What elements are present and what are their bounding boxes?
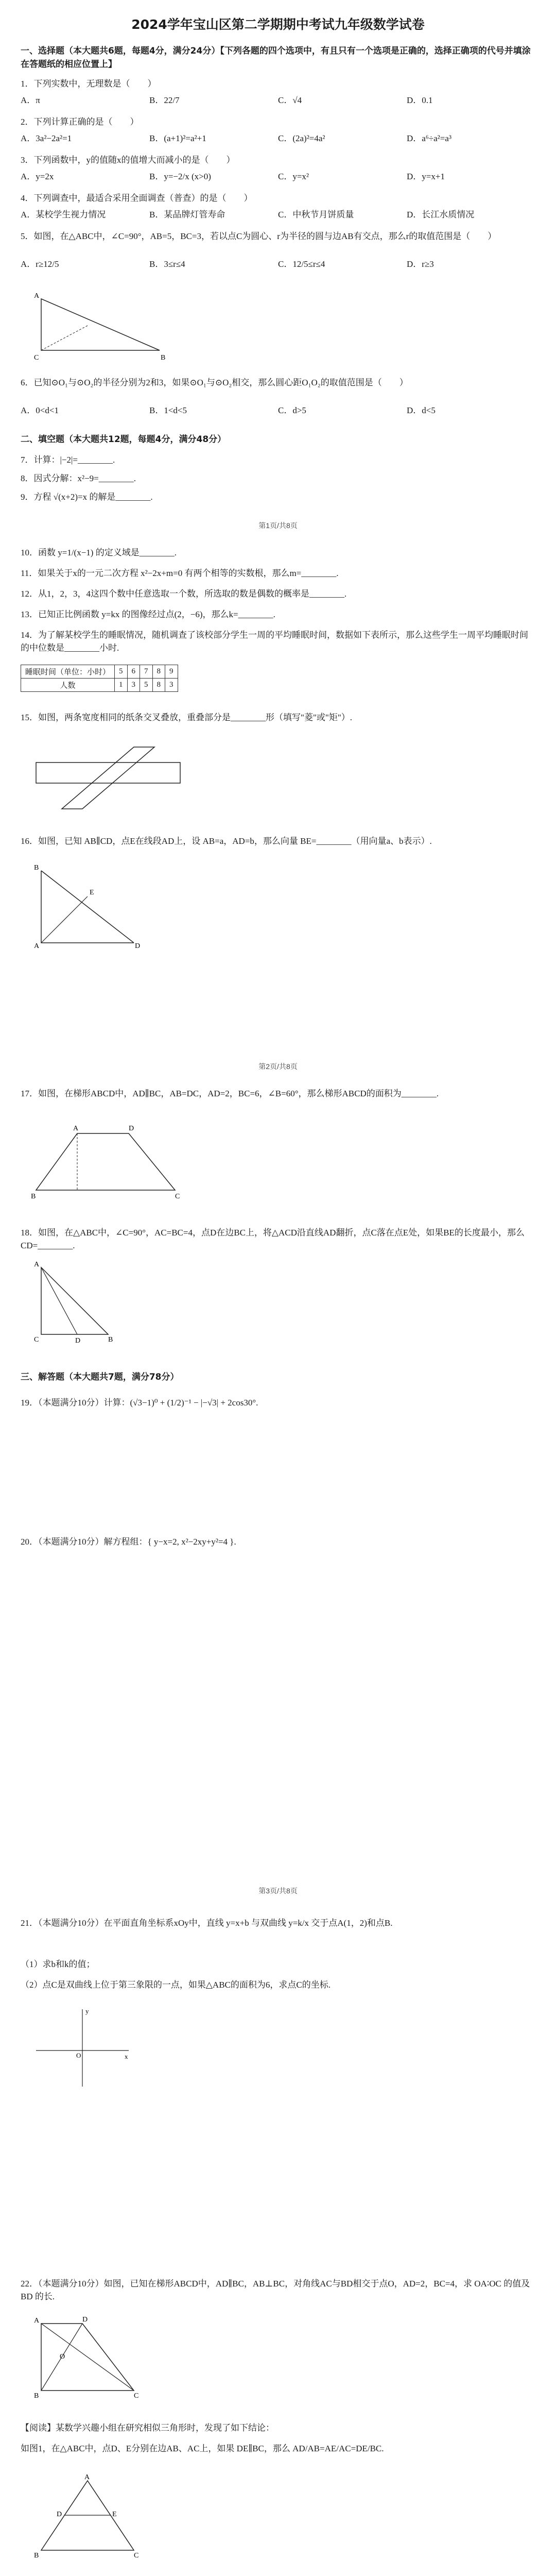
- q5-option-c: C．12/5≤r≤4: [278, 259, 325, 269]
- q12: 12．从1，2，3，4这四个数中任意选取一个数，所选取的数是偶数的概率是________.: [21, 589, 347, 599]
- svg-text:O: O: [76, 2052, 81, 2059]
- table-cell: 6: [127, 665, 140, 679]
- q1-option-a: A．π: [21, 95, 40, 105]
- q2-options: [21, 132, 535, 145]
- svg-text:A: A: [34, 942, 40, 950]
- q3-option-d: D．y=x+1: [407, 172, 445, 181]
- section-3-heading: 三、解答题（本大题共7题，满分78分）: [21, 1372, 179, 1382]
- table-cell: 人数: [21, 679, 115, 692]
- q2-stem: 2．下列计算正确的是（ ）: [21, 117, 139, 127]
- q4-options: [21, 208, 535, 221]
- q7: 7．计算：|−2|=________.: [21, 455, 115, 465]
- svg-text:C: C: [34, 1336, 39, 1344]
- svg-text:D: D: [75, 1337, 81, 1345]
- q13: 13．已知正比例函数 y=kx 的图像经过点(2，−6)，那么k=________.: [21, 609, 275, 619]
- svg-text:E: E: [112, 2511, 117, 2518]
- q1-option-b: B．22/7: [149, 95, 180, 105]
- q21: 21．（本题满分10分）在平面直角坐标系xOy中，直线 y=x+b 与双曲线 y=k/x 交于点A(1，2)和点B.: [21, 1918, 393, 1928]
- q6-option-b: B．1<d<5: [149, 405, 187, 415]
- q1-options: [21, 94, 535, 107]
- q6-stem: 6．已知⊙O₁与⊙O₂的半径分别为2和3，如果⊙O₁与⊙O₂相交，那么圆心距O₁O₂的取值范围是（ ）: [21, 378, 408, 387]
- q5-option-a: A．r≥12/5: [21, 259, 59, 269]
- q5-stem: 5．如图，在△ABC中，∠C=90°，AB=5，BC=3，若以点C为圆心、r为半径的圆与边AB有交点，那么r的取值范围是（ ）: [21, 231, 497, 241]
- section-2-heading: 二、填空题（本大题共12题，每题4分，满分48分）: [21, 434, 227, 445]
- svg-text:O: O: [60, 2353, 65, 2361]
- q3-option-b: B．y=−2/x (x>0): [149, 172, 211, 181]
- q6-options: [21, 404, 535, 417]
- q3-stem: 3．下列函数中，y的值随x的值增大而减小的是（ ）: [21, 155, 235, 165]
- q2-option-c: C．(2a)²=4a²: [278, 133, 325, 143]
- q18-figure: [31, 1257, 134, 1345]
- q9: 9．方程 √(x+2)=x 的解是________.: [21, 492, 153, 502]
- q2-option-a: A．3a²−2a²=1: [21, 133, 72, 143]
- svg-text:A: A: [73, 1125, 79, 1132]
- svg-text:E: E: [90, 889, 94, 896]
- q19: 19．（本题满分10分）计算：(√3−1)⁰ + (1/2)⁻¹ − |−√3| + 2cos30°.: [21, 1398, 258, 1408]
- q6-option-a: A．0<d<1: [21, 405, 59, 415]
- q2-option-b: B．(a+1)²=a²+1: [149, 133, 206, 143]
- q4-stem: 4．下列调查中，最适合采用全面调查（普查）的是（ ）: [21, 193, 253, 203]
- page-footer-2: 第2页/共8页: [258, 1062, 298, 1071]
- q5-options: [21, 258, 535, 270]
- reading-figure-1: [31, 2473, 144, 2561]
- q21-coordinate-plane: [31, 2004, 134, 2092]
- q18: 18．如图，在△ABC中，∠C=90°，AC=BC=4，点D在边BC上，将△ACD沿直线AD翻折，点C落在点E处，如果BE的长度最小，那么CD=________.: [21, 1228, 525, 1250]
- q2-option-d: D．a⁶÷a²=a³: [407, 133, 451, 143]
- table-cell: 3: [165, 679, 178, 692]
- svg-text:A: A: [34, 292, 40, 300]
- svg-text:D: D: [129, 1125, 134, 1132]
- q8: 8．因式分解：x²−9=________.: [21, 473, 136, 483]
- svg-text:C: C: [134, 2392, 139, 2400]
- q17-figure-trapezoid: [31, 1123, 185, 1200]
- svg-text:B: B: [108, 1336, 113, 1344]
- q4-option-d: D．长江水质情况: [407, 210, 475, 219]
- q3-option-c: C．y=x²: [278, 172, 309, 181]
- table-cell: 8: [152, 665, 165, 679]
- q4-option-a: A．某校学生视力情况: [21, 210, 106, 219]
- svg-text:C: C: [134, 2552, 139, 2560]
- q3-options: [21, 170, 535, 183]
- table-cell: 5: [115, 665, 128, 679]
- sleep-time-table: [21, 665, 178, 692]
- q3-option-a: A．y=2x: [21, 172, 54, 181]
- svg-text:B: B: [34, 864, 39, 872]
- table-cell: 5: [140, 679, 153, 692]
- q10: 10．函数 y=1/(x−1) 的定义域是________.: [21, 548, 177, 557]
- q14: 14．为了解某校学生的睡眠情况，随机调查了该校部分学生一周的平均睡眠时间，数据如下表所示，那么这些学生一周平均睡眠时间的中位数是________小时.: [21, 630, 528, 653]
- q4-option-b: B．某品牌灯管寿命: [149, 210, 225, 219]
- reading-intro: 【阅读】某数学兴趣小组在研究相似三角形时，发现了如下结论：: [21, 2423, 274, 2433]
- q22-figure-trapezoid: [31, 2313, 144, 2401]
- q22: 22．（本题满分10分）如图，已知在梯形ABCD中，AD∥BC，AB⊥BC，对角线AC与BD相交于点O，AD=2，BC=4，求 OA∶OC 的值及 BD 的长.: [21, 2279, 530, 2301]
- q5-option-d: D．r≥3: [407, 259, 434, 269]
- section-1-heading: 一、选择题（本大题共6题，每题4分，满分24分）【下列各题的四个选项中，有且只有一个选项是正确的，选择正确项的代号并填涂在答题纸的相应位置上】: [21, 46, 531, 70]
- q1-option-d: D．0.1: [407, 95, 433, 105]
- svg-text:A: A: [34, 2317, 40, 2325]
- q1-option-c: C．√4: [278, 95, 302, 105]
- table-row: [21, 679, 178, 692]
- svg-text:B: B: [34, 2392, 39, 2400]
- table-cell: 1: [115, 679, 128, 692]
- svg-text:B: B: [161, 354, 166, 362]
- q1-stem: 1．下列实数中，无理数是（ ）: [21, 79, 157, 89]
- svg-text:y: y: [85, 2007, 89, 2015]
- exam-title: 2024学年宝山区第二学期期中考试九年级数学试卷: [131, 17, 425, 32]
- q4-option-c: C．中秋节月饼质量: [278, 210, 354, 219]
- q5-option-b: B．3≤r≤4: [149, 259, 185, 269]
- table-cell: 7: [140, 665, 153, 679]
- table-header-row: [21, 665, 178, 679]
- q15: 15．如图，两条宽度相同的纸条交叉叠放，重叠部分是________形（填写"菱"或"矩"）.: [21, 713, 353, 722]
- q16: 16．如图，已知 AB∥CD，点E在线段AD上，设 AB=a，AD=b，那么向量 BE=________（用向量a、b表示）.: [21, 836, 432, 846]
- q16-figure: [31, 860, 144, 953]
- svg-text:D: D: [57, 2511, 62, 2518]
- q17: 17．如图，在梯形ABCD中，AD∥BC，AB=DC，AD=2，BC=6，∠B=60°，那么梯形ABCD的面积为________.: [21, 1089, 439, 1098]
- page-footer-1: 第1页/共8页: [258, 521, 298, 530]
- q6-option-d: D．d<5: [407, 405, 436, 415]
- reading-conclusion: 如图1，在△ABC中，点D、E分别在边AB、AC上，如果 DE∥BC，那么 AD/AB=AE/AC=DE/BC.: [21, 2444, 384, 2453]
- svg-text:C: C: [34, 354, 39, 362]
- q21-part1: （1）求b和k的值；: [21, 1959, 95, 1969]
- svg-text:A: A: [84, 2473, 90, 2481]
- svg-text:C: C: [175, 1193, 180, 1200]
- svg-text:B: B: [34, 2552, 39, 2560]
- svg-text:A: A: [34, 1261, 40, 1268]
- q5-figure-triangle: [31, 289, 175, 366]
- table-cell: 8: [152, 679, 165, 692]
- q6-option-c: C．d>5: [278, 405, 306, 415]
- svg-text:B: B: [31, 1193, 36, 1200]
- q21-part2: （2）点C是双曲线上位于第三象限的一点，如果△ABC的面积为6，求点C的坐标.: [21, 1980, 331, 1990]
- svg-text:D: D: [135, 942, 141, 950]
- table-cell: 3: [127, 679, 140, 692]
- table-cell: 睡眠时间（单位：小时）: [21, 665, 115, 679]
- page-footer-3: 第3页/共8页: [258, 1887, 298, 1895]
- q20: 20．（本题满分10分）解方程组：{ y−x=2, x²−2xy+y²=4 }.: [21, 1537, 236, 1547]
- table-cell: 9: [165, 665, 178, 679]
- q11: 11．如果关于x的一元二次方程 x²−2x+m=0 有两个相等的实数根，那么m=________.: [21, 568, 339, 578]
- q15-figure-paper-strips: [31, 742, 185, 814]
- svg-text:D: D: [82, 2316, 88, 2324]
- svg-text:x: x: [125, 2053, 128, 2060]
